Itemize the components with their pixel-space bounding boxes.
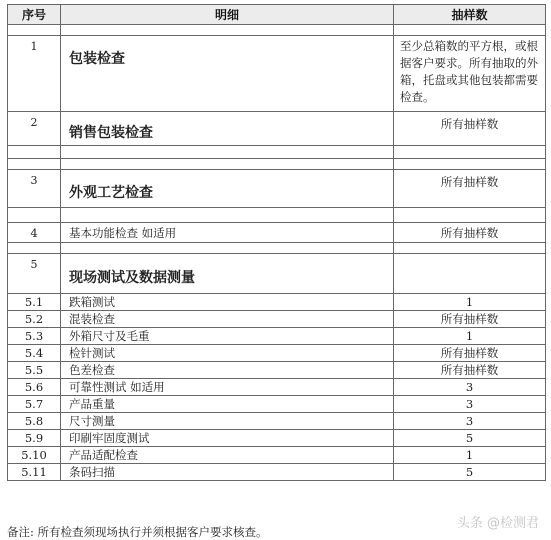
- item-number: 5.1: [8, 294, 61, 311]
- section-sample-count: 至少总箱数的平方根，或根据客户要求。所有抽取的外箱，托盘或其他包装都需要检查。: [394, 36, 546, 112]
- item-detail: 尺寸测量: [61, 413, 394, 430]
- item-sample-count: 所有抽样数: [394, 311, 546, 328]
- item-detail: 产品适配检查: [61, 447, 394, 464]
- item-number: 5.7: [8, 396, 61, 413]
- section-sample-count: 所有抽样数: [394, 170, 546, 208]
- item-sample-count: 所有抽样数: [394, 345, 546, 362]
- table-row: [8, 396, 546, 413]
- section-number: 3: [8, 170, 61, 208]
- section-sample-count: [394, 254, 546, 294]
- table-row: [8, 362, 546, 379]
- table-row: [8, 464, 546, 481]
- item-detail: 色差检查: [61, 362, 394, 379]
- item-number: 5.5: [8, 362, 61, 379]
- item-sample-count: 3: [394, 379, 546, 396]
- header-detail: 明细: [61, 5, 394, 25]
- table-row: [8, 294, 546, 311]
- item-number: 5.2: [8, 311, 61, 328]
- section-sample-count: 所有抽样数: [394, 112, 546, 146]
- header-no: 序号: [8, 5, 61, 25]
- item-detail: 外箱尺寸及毛重: [61, 328, 394, 345]
- inspection-table: [7, 4, 546, 481]
- section-number: 5: [8, 254, 61, 294]
- blank-row: [8, 25, 546, 36]
- item-number: 5.11: [8, 464, 61, 481]
- item-detail: 条码扫描: [61, 464, 394, 481]
- item-sample-count: 5: [394, 430, 546, 447]
- item-number: 5.6: [8, 379, 61, 396]
- section-row-function: [8, 223, 546, 243]
- item-number: 5.9: [8, 430, 61, 447]
- table-row: [8, 345, 546, 362]
- section-row-sales-packaging: [8, 112, 546, 146]
- header-count: 抽样数: [394, 5, 546, 25]
- section-number: 4: [8, 223, 61, 243]
- table-row: [8, 379, 546, 396]
- section-number: 1: [8, 36, 61, 112]
- section-title: 外观工艺检查: [61, 170, 394, 208]
- item-sample-count: 3: [394, 413, 546, 430]
- blank-row: [8, 243, 546, 254]
- section-number: 2: [8, 112, 61, 146]
- table-row: [8, 328, 546, 345]
- section-row-packaging: [8, 36, 546, 112]
- footnote: 备注: 所有检查须现场执行并须根据客户要求核查。: [7, 525, 268, 539]
- item-sample-count: 3: [394, 396, 546, 413]
- blank-row: [8, 159, 546, 170]
- item-sample-count: 所有抽样数: [394, 362, 546, 379]
- section-title: 包装检查: [61, 36, 394, 112]
- table-header-row: [8, 5, 546, 25]
- item-sample-count: 1: [394, 294, 546, 311]
- item-detail: 印刷牢固度测试: [61, 430, 394, 447]
- table-row: [8, 413, 546, 430]
- item-sample-count: 5: [394, 464, 546, 481]
- item-detail: 检针测试: [61, 345, 394, 362]
- table-row: [8, 447, 546, 464]
- item-number: 5.4: [8, 345, 61, 362]
- watermark: 头条 @检测君: [456, 516, 539, 531]
- item-detail: 跌箱测试: [61, 294, 394, 311]
- blank-row: [8, 146, 546, 159]
- item-number: 5.8: [8, 413, 61, 430]
- item-number: 5.10: [8, 447, 61, 464]
- item-detail: 产品重量: [61, 396, 394, 413]
- section-title: 现场测试及数据测量: [61, 254, 394, 294]
- item-number: 5.3: [8, 328, 61, 345]
- section-detail: 基本功能检查 如适用: [61, 223, 394, 243]
- section-row-field-tests: [8, 254, 546, 294]
- item-detail: 可靠性测试 如适用: [61, 379, 394, 396]
- item-sample-count: 1: [394, 447, 546, 464]
- section-sample-count: 所有抽样数: [394, 223, 546, 243]
- blank-row: [8, 208, 546, 223]
- section-row-appearance: [8, 170, 546, 208]
- table-row: [8, 311, 546, 328]
- section-title: 销售包装检查: [61, 112, 394, 146]
- table-row: [8, 430, 546, 447]
- item-sample-count: 1: [394, 328, 546, 345]
- item-detail: 混装检查: [61, 311, 394, 328]
